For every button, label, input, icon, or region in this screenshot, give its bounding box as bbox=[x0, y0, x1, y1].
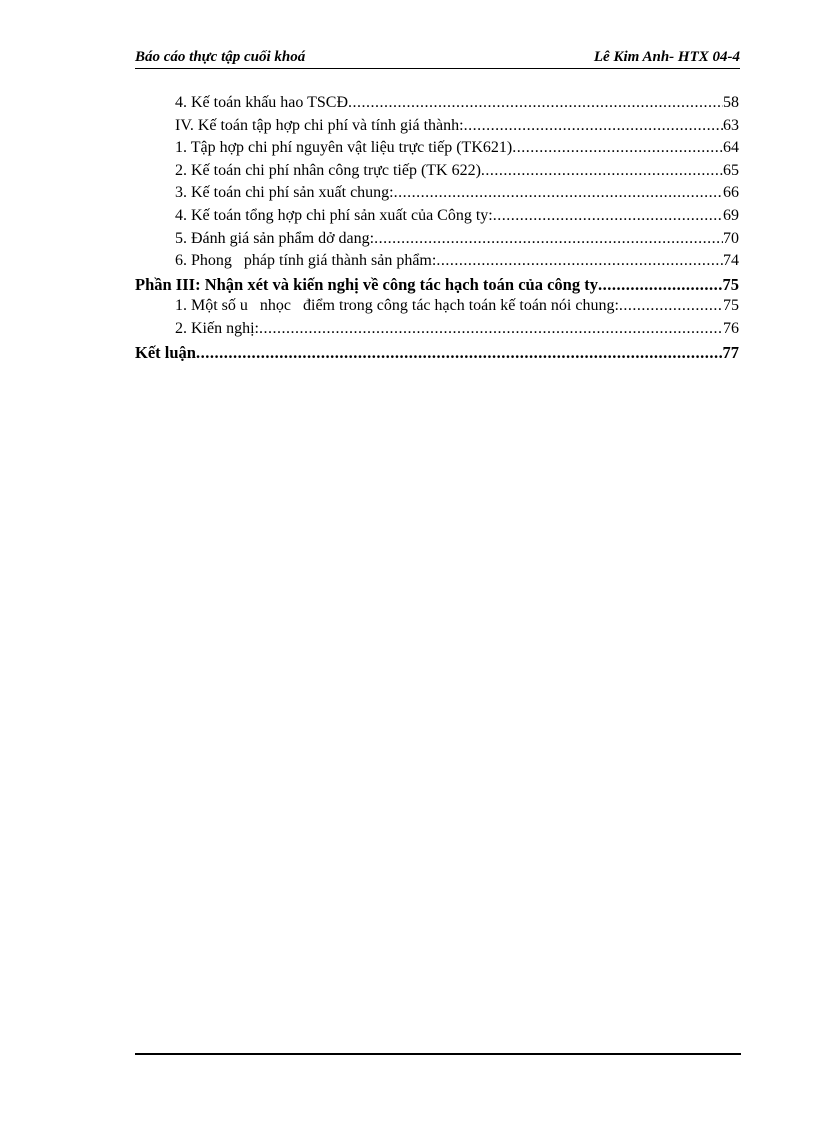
toc-leader-dots bbox=[259, 320, 723, 338]
toc-leader-dots bbox=[374, 230, 723, 248]
header-report-title: Báo cáo thực tập cuối khoá bbox=[135, 49, 306, 65]
toc-entry[interactable] bbox=[135, 117, 739, 140]
toc-entry-title: 5. Đánh giá sản phẩm dở dang: bbox=[175, 229, 375, 247]
toc-leader-dots bbox=[481, 162, 723, 180]
toc-entry[interactable] bbox=[135, 297, 739, 320]
toc-entry-page: 74 bbox=[723, 252, 739, 270]
toc-entry[interactable] bbox=[135, 252, 739, 275]
toc-entry-title: 4. Kế toán tổng hợp chi phí sản xuất của Công ty: bbox=[175, 206, 493, 224]
footer-rule bbox=[135, 1053, 741, 1055]
toc-entry-page: 75 bbox=[723, 297, 739, 315]
toc-entry[interactable] bbox=[135, 184, 739, 207]
toc-entry-title: 2. Kiến nghị: bbox=[175, 319, 259, 337]
toc-entry-title: 4. Kế toán khấu hao TSCĐ bbox=[175, 94, 349, 111]
toc-entry-part[interactable] bbox=[135, 343, 739, 366]
toc-entry-page: 69 bbox=[723, 206, 739, 224]
toc-entry[interactable] bbox=[135, 230, 739, 253]
toc-entry[interactable] bbox=[135, 94, 739, 117]
toc-entry-title: 6. Phong pháp tính giá thành sản phẩm: bbox=[175, 252, 437, 270]
toc-entry-page: 70 bbox=[723, 229, 739, 247]
toc-leader-dots bbox=[196, 343, 723, 363]
toc-leader-dots bbox=[348, 94, 723, 112]
toc-leader-dots bbox=[464, 117, 723, 135]
toc-entry-page: 76 bbox=[723, 319, 739, 337]
toc-entry-title: 1. Một số u nhọc điểm trong công tác hạch toán kế toán nói chung: bbox=[175, 297, 619, 315]
toc-leader-dots bbox=[619, 297, 723, 315]
toc-entry-page: 65 bbox=[723, 161, 739, 179]
toc-leader-dots bbox=[598, 275, 723, 295]
toc-entry-title: IV. Kế toán tập hợp chi phí và tính giá thành: bbox=[175, 116, 464, 134]
toc-entry-page: 77 bbox=[722, 342, 739, 362]
toc-leader-dots bbox=[512, 139, 723, 157]
toc-entry-page: 66 bbox=[723, 184, 739, 202]
toc-entry[interactable] bbox=[135, 162, 739, 185]
page-header bbox=[135, 46, 740, 69]
toc-entry-title: Phần III: Nhận xét và kiến nghị về công tác hạch toán của công ty bbox=[135, 274, 598, 294]
toc-entry-title: 2. Kế toán chi phí nhân công trực tiếp (TK 622) bbox=[175, 161, 481, 179]
toc-entry[interactable] bbox=[135, 320, 739, 343]
toc-entry-page: 63 bbox=[723, 116, 739, 134]
toc-entry-title: 1. Tập hợp chi phí nguyên vật liệu trực tiếp (TK621) bbox=[175, 139, 513, 157]
toc-entry[interactable] bbox=[135, 139, 739, 162]
toc-entry-page: 75 bbox=[722, 274, 739, 294]
toc-entry-part[interactable] bbox=[135, 275, 739, 298]
toc-entry-page: 64 bbox=[723, 139, 739, 157]
header-author: Lê Kim Anh- HTX 04-4 bbox=[593, 49, 740, 65]
toc-leader-dots bbox=[436, 252, 723, 270]
toc-leader-dots bbox=[394, 184, 723, 202]
toc-entry-title: 3. Kế toán chi phí sản xuất chung: bbox=[175, 184, 394, 202]
toc-entry[interactable] bbox=[135, 207, 739, 230]
toc-leader-dots bbox=[493, 207, 723, 225]
table-of-contents bbox=[135, 94, 739, 365]
toc-entry-title: Kết luận bbox=[135, 342, 196, 362]
toc-entry-page: 58 bbox=[723, 94, 739, 111]
